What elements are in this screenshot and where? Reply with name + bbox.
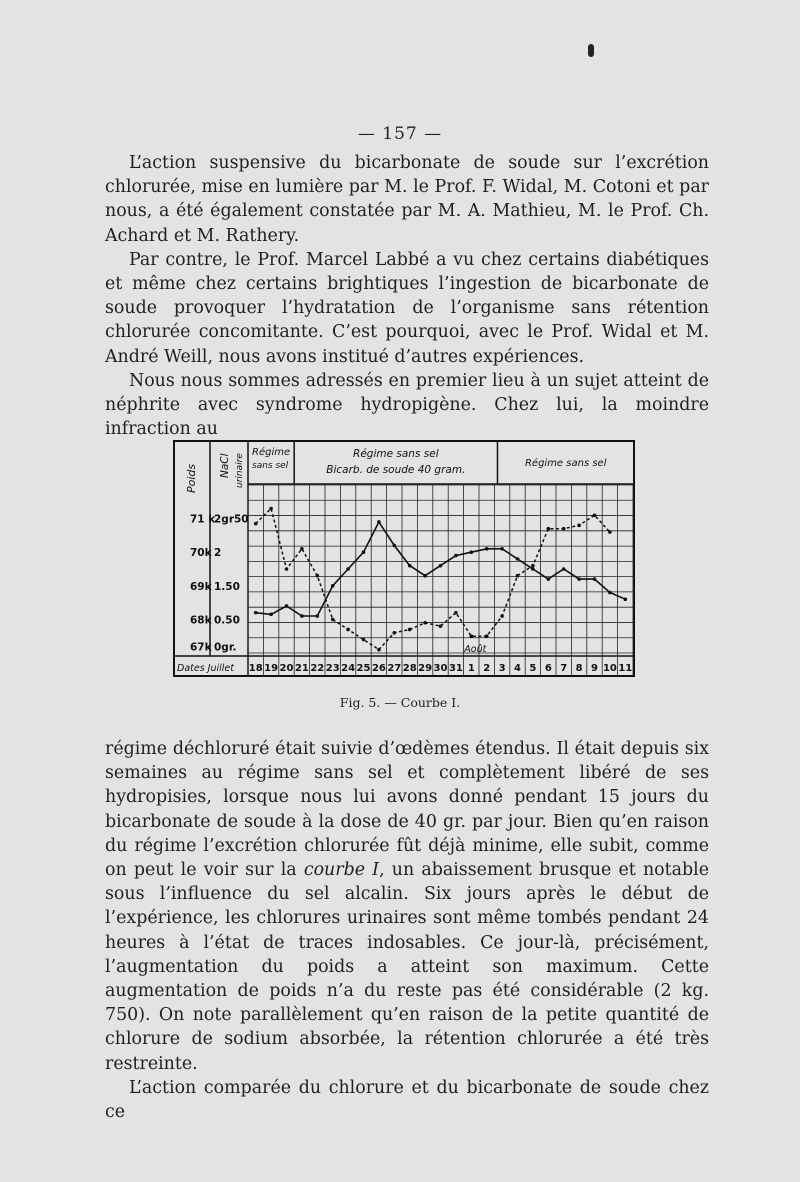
point-nacl bbox=[500, 614, 504, 618]
point-nacl bbox=[608, 530, 612, 534]
nacl-tick-label: 0.50 bbox=[214, 614, 240, 627]
page-number: — 157 — bbox=[357, 124, 443, 144]
point-nacl bbox=[269, 507, 273, 511]
date-tick-label: 9 bbox=[591, 663, 598, 674]
point-nacl bbox=[577, 524, 581, 528]
point-poids bbox=[608, 591, 612, 595]
date-tick-label: 7 bbox=[560, 663, 568, 674]
point-poids bbox=[439, 564, 443, 568]
paragraph: Par contre, le Prof. Marcel Labbé a vu chez certains diabétiques et même chez certains brightiques l’ingestion de bicarbonate de soude provoquer l’hydratation de l’organisme sans rétention chlorurée concomitante. C’est pourquoi, avec le Prof. Widal et M. André Weill, nous avons institué d’autres expériences. bbox=[105, 249, 709, 367]
axis-header-nacl-a: NaCl bbox=[219, 453, 231, 478]
regime-header-2a: Régime sans sel bbox=[353, 448, 439, 460]
paragraph bbox=[105, 737, 709, 1076]
point-nacl bbox=[485, 634, 489, 638]
date-tick-label: 29 bbox=[418, 663, 433, 674]
point-poids bbox=[316, 614, 320, 618]
point-nacl bbox=[362, 638, 366, 642]
point-poids bbox=[362, 550, 366, 554]
date-tick-label: 25 bbox=[356, 663, 371, 674]
regime-header-1a: Régime bbox=[252, 447, 291, 458]
paragraph: L’action suspensive du bicarbonate de soude sur l’excrétion chlorurée, mise en lumière par M. le Prof. F. Widal, M. Cotoni et par nous, a été également constatée par M. A. Mathieu, M. le Prof. Ch. Achard et M. Rathery. bbox=[105, 153, 709, 246]
point-poids bbox=[577, 577, 581, 581]
point-poids bbox=[346, 567, 350, 571]
paragraph: Nous nous sommes adressés en premier lieu à un sujet atteint de néphrite avec syndrome hydropigène. Chez lui, la moindre infraction au bbox=[105, 370, 709, 440]
point-poids bbox=[531, 567, 535, 571]
series-line-poids bbox=[256, 522, 626, 616]
axis-header-nacl-b: urinaire bbox=[235, 453, 245, 488]
point-poids bbox=[562, 567, 566, 571]
point-poids bbox=[593, 577, 597, 581]
ink-spot bbox=[588, 44, 594, 57]
month-label-aout: Août bbox=[464, 644, 487, 655]
point-nacl bbox=[531, 564, 535, 568]
date-tick-label: 10 bbox=[602, 663, 617, 674]
weight-tick-label: 69k bbox=[190, 580, 212, 593]
point-nacl bbox=[377, 648, 381, 652]
regime-header-1b: sans sel bbox=[252, 461, 289, 471]
dates-label: Dates Juillet bbox=[177, 663, 234, 674]
point-poids bbox=[500, 547, 504, 551]
point-poids bbox=[331, 584, 335, 588]
point-poids bbox=[485, 547, 489, 551]
nacl-tick-label: 1.50 bbox=[214, 580, 240, 593]
date-tick-label: 21 bbox=[294, 663, 309, 674]
point-poids bbox=[423, 574, 427, 578]
weight-tick-label: 67k bbox=[190, 641, 212, 654]
text-block-top bbox=[105, 151, 709, 441]
date-tick-label: 18 bbox=[248, 663, 263, 674]
chart bbox=[172, 438, 638, 680]
axis-header-poids: Poids bbox=[185, 463, 198, 493]
italic-reference: courbe I bbox=[303, 860, 380, 881]
date-tick-label: 8 bbox=[575, 663, 583, 674]
date-tick-label: 11 bbox=[618, 663, 633, 674]
point-nacl bbox=[331, 618, 335, 622]
point-nacl bbox=[454, 611, 458, 615]
point-nacl bbox=[423, 621, 427, 625]
point-poids bbox=[300, 614, 304, 618]
point-nacl bbox=[439, 624, 443, 628]
point-nacl bbox=[346, 628, 350, 632]
point-nacl bbox=[470, 634, 474, 638]
point-poids bbox=[254, 611, 258, 615]
point-nacl bbox=[254, 522, 258, 526]
date-tick-label: 22 bbox=[310, 663, 325, 674]
point-poids bbox=[393, 544, 397, 548]
point-nacl bbox=[562, 527, 566, 531]
figure-caption: Fig. 5. — Courbe I. bbox=[339, 695, 461, 710]
paragraph-text: régime déchloruré était suivie d’œdèmes étendus. Il était depuis six semaines au régime sans sel et complètement libéré de ses hydropisies, lorsque nous lui avons donné pendant 15 jours du bicarbonate de soude à la dose de 40 gr. par jour. Bien qu’en raison du régime l’excrétion chlorurée fût déjà minime, elle subit, comme on peut le voir sur la courbe I, un abaissement brusque et notable sous l’influence du sel alcalin. Six jours après le début de l’expérience, les chlorures urinaires sont même tombés pendant 24 heures à l’état de traces indosables. Ce jour-là, précisément, l’augmentation du poids a atteint son maximum. Cette augmentation de poids n’a du reste pas été considérable (2 kg. 750). On note parallèlement qu’en raison de la petite quantité de chlorure de sodium absorbée, la rétention chlorurée a été très restreinte. bbox=[105, 739, 709, 1074]
point-poids bbox=[269, 613, 273, 617]
point-nacl bbox=[393, 631, 397, 635]
date-tick-label: 26 bbox=[371, 663, 386, 674]
date-tick-label: 5 bbox=[529, 663, 537, 674]
date-tick-label: 20 bbox=[279, 663, 294, 674]
paragraph: L’action comparée du chlorure et du bicarbonate de soude chez ce bbox=[105, 1077, 709, 1123]
point-nacl bbox=[285, 567, 289, 571]
date-tick-label: 23 bbox=[325, 663, 340, 674]
point-poids bbox=[377, 520, 381, 524]
regime-header-3: Régime sans sel bbox=[524, 458, 607, 469]
point-poids bbox=[454, 554, 458, 558]
point-poids bbox=[285, 604, 289, 608]
point-nacl bbox=[547, 527, 551, 531]
date-tick-label: 31 bbox=[448, 663, 463, 674]
point-poids bbox=[547, 577, 551, 581]
nacl-tick-label: 0gr. bbox=[214, 641, 237, 654]
point-poids bbox=[470, 550, 474, 554]
weight-tick-label: 70k bbox=[190, 547, 212, 560]
nacl-tick-label: 2gr50 bbox=[214, 513, 249, 526]
point-nacl bbox=[593, 513, 597, 517]
nacl-tick-label: 2 bbox=[214, 547, 222, 560]
point-nacl bbox=[516, 574, 520, 578]
point-nacl bbox=[316, 574, 320, 578]
date-tick-label: 4 bbox=[514, 663, 521, 674]
point-poids bbox=[516, 557, 520, 561]
date-tick-label: 1 bbox=[467, 663, 475, 674]
weight-tick-label: 68k bbox=[190, 614, 212, 627]
figure-courbe-1 bbox=[172, 438, 638, 680]
date-tick-label: 30 bbox=[433, 663, 448, 674]
date-tick-label: 28 bbox=[402, 663, 417, 674]
date-tick-label: 24 bbox=[341, 663, 356, 674]
point-nacl bbox=[408, 628, 412, 632]
point-nacl bbox=[300, 547, 304, 551]
point-poids bbox=[408, 564, 412, 568]
date-tick-label: 6 bbox=[544, 663, 552, 674]
regime-header-2b: Bicarb. de soude 40 gram. bbox=[326, 464, 466, 476]
date-tick-label: 3 bbox=[498, 663, 506, 674]
point-poids bbox=[624, 597, 628, 601]
text-block-bottom bbox=[105, 737, 709, 1124]
date-tick-label: 19 bbox=[264, 663, 279, 674]
date-tick-label: 27 bbox=[387, 663, 402, 674]
weight-tick-label: 71 k bbox=[190, 513, 216, 526]
date-tick-label: 2 bbox=[483, 663, 491, 674]
